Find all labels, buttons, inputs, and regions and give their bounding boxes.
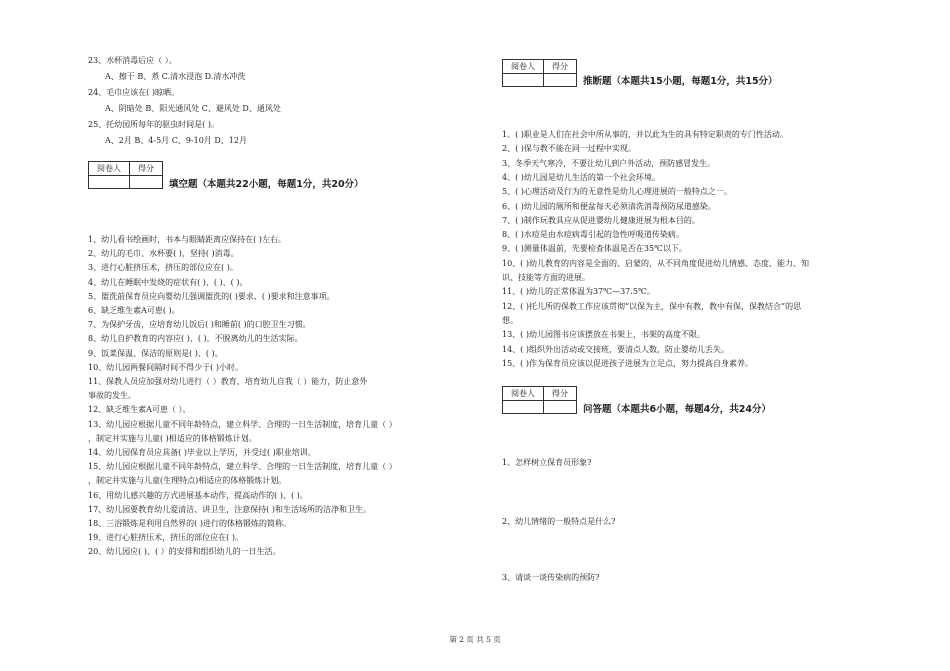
- score-label: 得分: [544, 387, 577, 401]
- fill-item: 9、饭菜保温、保洁的原则是( )、( )。: [88, 348, 223, 358]
- score-cell: [544, 74, 577, 87]
- fill-item: 19、进行心脏挤压术，挤压的部位应在( )。: [88, 533, 243, 543]
- judge-item: 6、( )幼儿园的厕所和便盆每天必须清洗消毒预防尿道感染。: [502, 201, 716, 211]
- fill-item: ，制定并实施与儿童(生理特点)相适应的体格锻炼计划。: [88, 476, 287, 486]
- judge-item: 8、( )水痘是由水痘病毒引起的急性呼吸道传染病。: [502, 230, 684, 240]
- fill-item: 17、幼儿园要教育幼儿爱清洁、讲卫生，注意保持( )和生活场所的洁净和卫生。: [88, 504, 371, 514]
- fill-item: 11、保教人员应加强对幼儿进行（ ）教育，培育幼儿自我（ ）能力，防止意外: [88, 377, 368, 386]
- judge-item: 4、( )幼儿园是幼儿生活的第一个社会环境。: [502, 172, 660, 182]
- mc-options-24: A、阴暗处 B、阳光通风处 C、避风处 D、通风处: [105, 104, 281, 113]
- judge-item: 9、( )测量体温前，先要检查体温是否在35℃以下。: [502, 244, 688, 254]
- fill-item: 3、进行心脏挤压术，挤压的部位应在( )。: [88, 263, 238, 273]
- reviewer-label: 阅卷人: [503, 60, 544, 74]
- fill-item: 15、幼儿园应根据儿童不同年龄特点，建立科学、合理的一日生活制度，培育儿童（ ）: [88, 462, 397, 472]
- reviewer-label: 阅卷人: [503, 387, 544, 401]
- fill-item: 12、缺乏维生素A可患（ ）。: [88, 405, 191, 415]
- judge-item: 13、( )幼儿园图书应该摆放在书架上，书架的高度不限。: [502, 330, 705, 340]
- reviewer-label: 阅卷人: [89, 162, 130, 176]
- fill-item: 10、幼儿园两餐间隔时间不得少于( )小时。: [88, 362, 243, 372]
- qa-question-2: 2、幼儿情绪的一般特点是什么?: [502, 517, 616, 526]
- qa-question-1: 1、怎样树立保育员形象?: [502, 458, 592, 467]
- section-title-fill: 填空题（本题共22小题，每题1分，共20分）: [169, 179, 364, 190]
- fill-item: 1、幼儿看书绘画时，书本与眼睛距离应保持在( )左右。: [88, 235, 286, 244]
- fill-item: 16、用幼儿感兴趣的方式进展基本动作，提高动作的( )、( )。: [88, 490, 308, 500]
- judge-item: 想。: [502, 315, 518, 325]
- judge-item: 2、( )保与教不能在同一过程中实现。: [502, 144, 636, 154]
- score-cell: [544, 401, 577, 414]
- score-box-judge: [502, 59, 577, 87]
- fill-item: 8、幼儿自护教育的内容应( )、( )，不脱离幼儿的生活实际。: [88, 334, 303, 344]
- fill-item: 14、幼儿园保育员应具备( )毕业以上学历，并受过( )职业培训。: [88, 448, 316, 457]
- score-cell: [130, 176, 163, 189]
- fill-item: ，制定并实施与儿童( )相适应的体格锻炼计划。: [88, 433, 257, 443]
- score-label: 得分: [130, 162, 163, 176]
- fill-item: 4、幼儿在睡眠中发烧的症状有( )、( )、( )。: [88, 277, 248, 287]
- judge-item: 1、( )职业是人们在社会中所从事的，并以此为生的具有特定职责的专门性活动。: [502, 130, 788, 139]
- fill-item: 6、缺乏维生素A可患( )。: [88, 306, 180, 315]
- score-box-qa: [502, 386, 577, 414]
- mc-question-24: 24、毛巾应该在( )晾晒。: [88, 88, 179, 97]
- judge-item: 3、冬季天气寒冷，不要让幼儿到户外活动，预防感冒发生。: [502, 158, 716, 168]
- judge-item: 识、技能等方面的进展。: [502, 273, 590, 282]
- reviewer-cell: [503, 401, 544, 414]
- score-label: 得分: [544, 60, 577, 74]
- reviewer-cell: [89, 176, 130, 189]
- section-title-judge: 推断题（本题共15小题，每题1分，共15分）: [583, 76, 778, 87]
- judge-item: 7、( )制作玩教具应从促进婴幼儿健康进展为根本目的。: [502, 215, 700, 225]
- judge-item: 11、( )幼儿的正常体温为37℃—37.5℃。: [502, 287, 655, 297]
- judge-item: 5、( )心理活动及行为的无意性是幼儿心理进展的一般特点之一。: [502, 187, 732, 197]
- fill-item: 事故的发生。: [88, 391, 136, 401]
- mc-question-25: 25、托幼园所每年的驱虫时间是( )。: [88, 120, 219, 129]
- fill-item: 20、幼儿园应( )、( ）的安排和组织幼儿的一日生活。: [88, 547, 281, 557]
- fill-item: 5、盥洗前保育员应向婴幼儿强调盥洗的( )要求、( )要求和注意事项。: [88, 291, 335, 301]
- judge-item: 14、( )组织外出活动或交接班，要清点人数，防止婴幼儿丢失。: [502, 344, 729, 354]
- judge-item: 15、( )作为保育员应该以促进孩子进展为立足点，努力提高自身素养。: [502, 358, 753, 368]
- page-footer: 第 2 页 共 5 页: [449, 635, 501, 644]
- fill-item: 7、为保护牙齿，应培育幼儿饭后( )和睡前( )的口腔卫生习惯。: [88, 320, 311, 330]
- fill-item: 2、幼儿的毛巾、水杯要( )，坚持( )消毒。: [88, 249, 239, 259]
- qa-question-3: 3、请谈一谈传染病的预防?: [502, 573, 600, 582]
- mc-question-23: 23、水杯消毒后应（ ）。: [88, 56, 177, 65]
- judge-item: 12、( )托儿所的保教工作应该贯彻“以保为主，保中有教，教中有保，保教结合”的思: [502, 301, 802, 311]
- fill-item: 18、三浴锻炼是利用自然界的( )进行的体格锻炼的简称。: [88, 519, 291, 528]
- mc-options-25: A、2月 B、4-5月 C、9-10月 D、12月: [105, 136, 247, 145]
- section-title-qa: 问答题（本题共6小题，每题4分，共24分）: [583, 404, 771, 415]
- fill-item: 13、幼儿园应根据儿童不同年龄特点，建立科学、合理的一日生活制度，培育儿童（ ）: [88, 419, 397, 429]
- score-box-fill: [88, 161, 163, 189]
- mc-options-23: A、擦干 B、煮 C.清水浸泡 D.清水冲洗: [105, 72, 246, 81]
- reviewer-cell: [503, 74, 544, 87]
- judge-item: 10、( )幼儿教育的内容是全面的、启蒙的，从不同角度促进幼儿情感、态度、能力、知: [502, 258, 809, 268]
